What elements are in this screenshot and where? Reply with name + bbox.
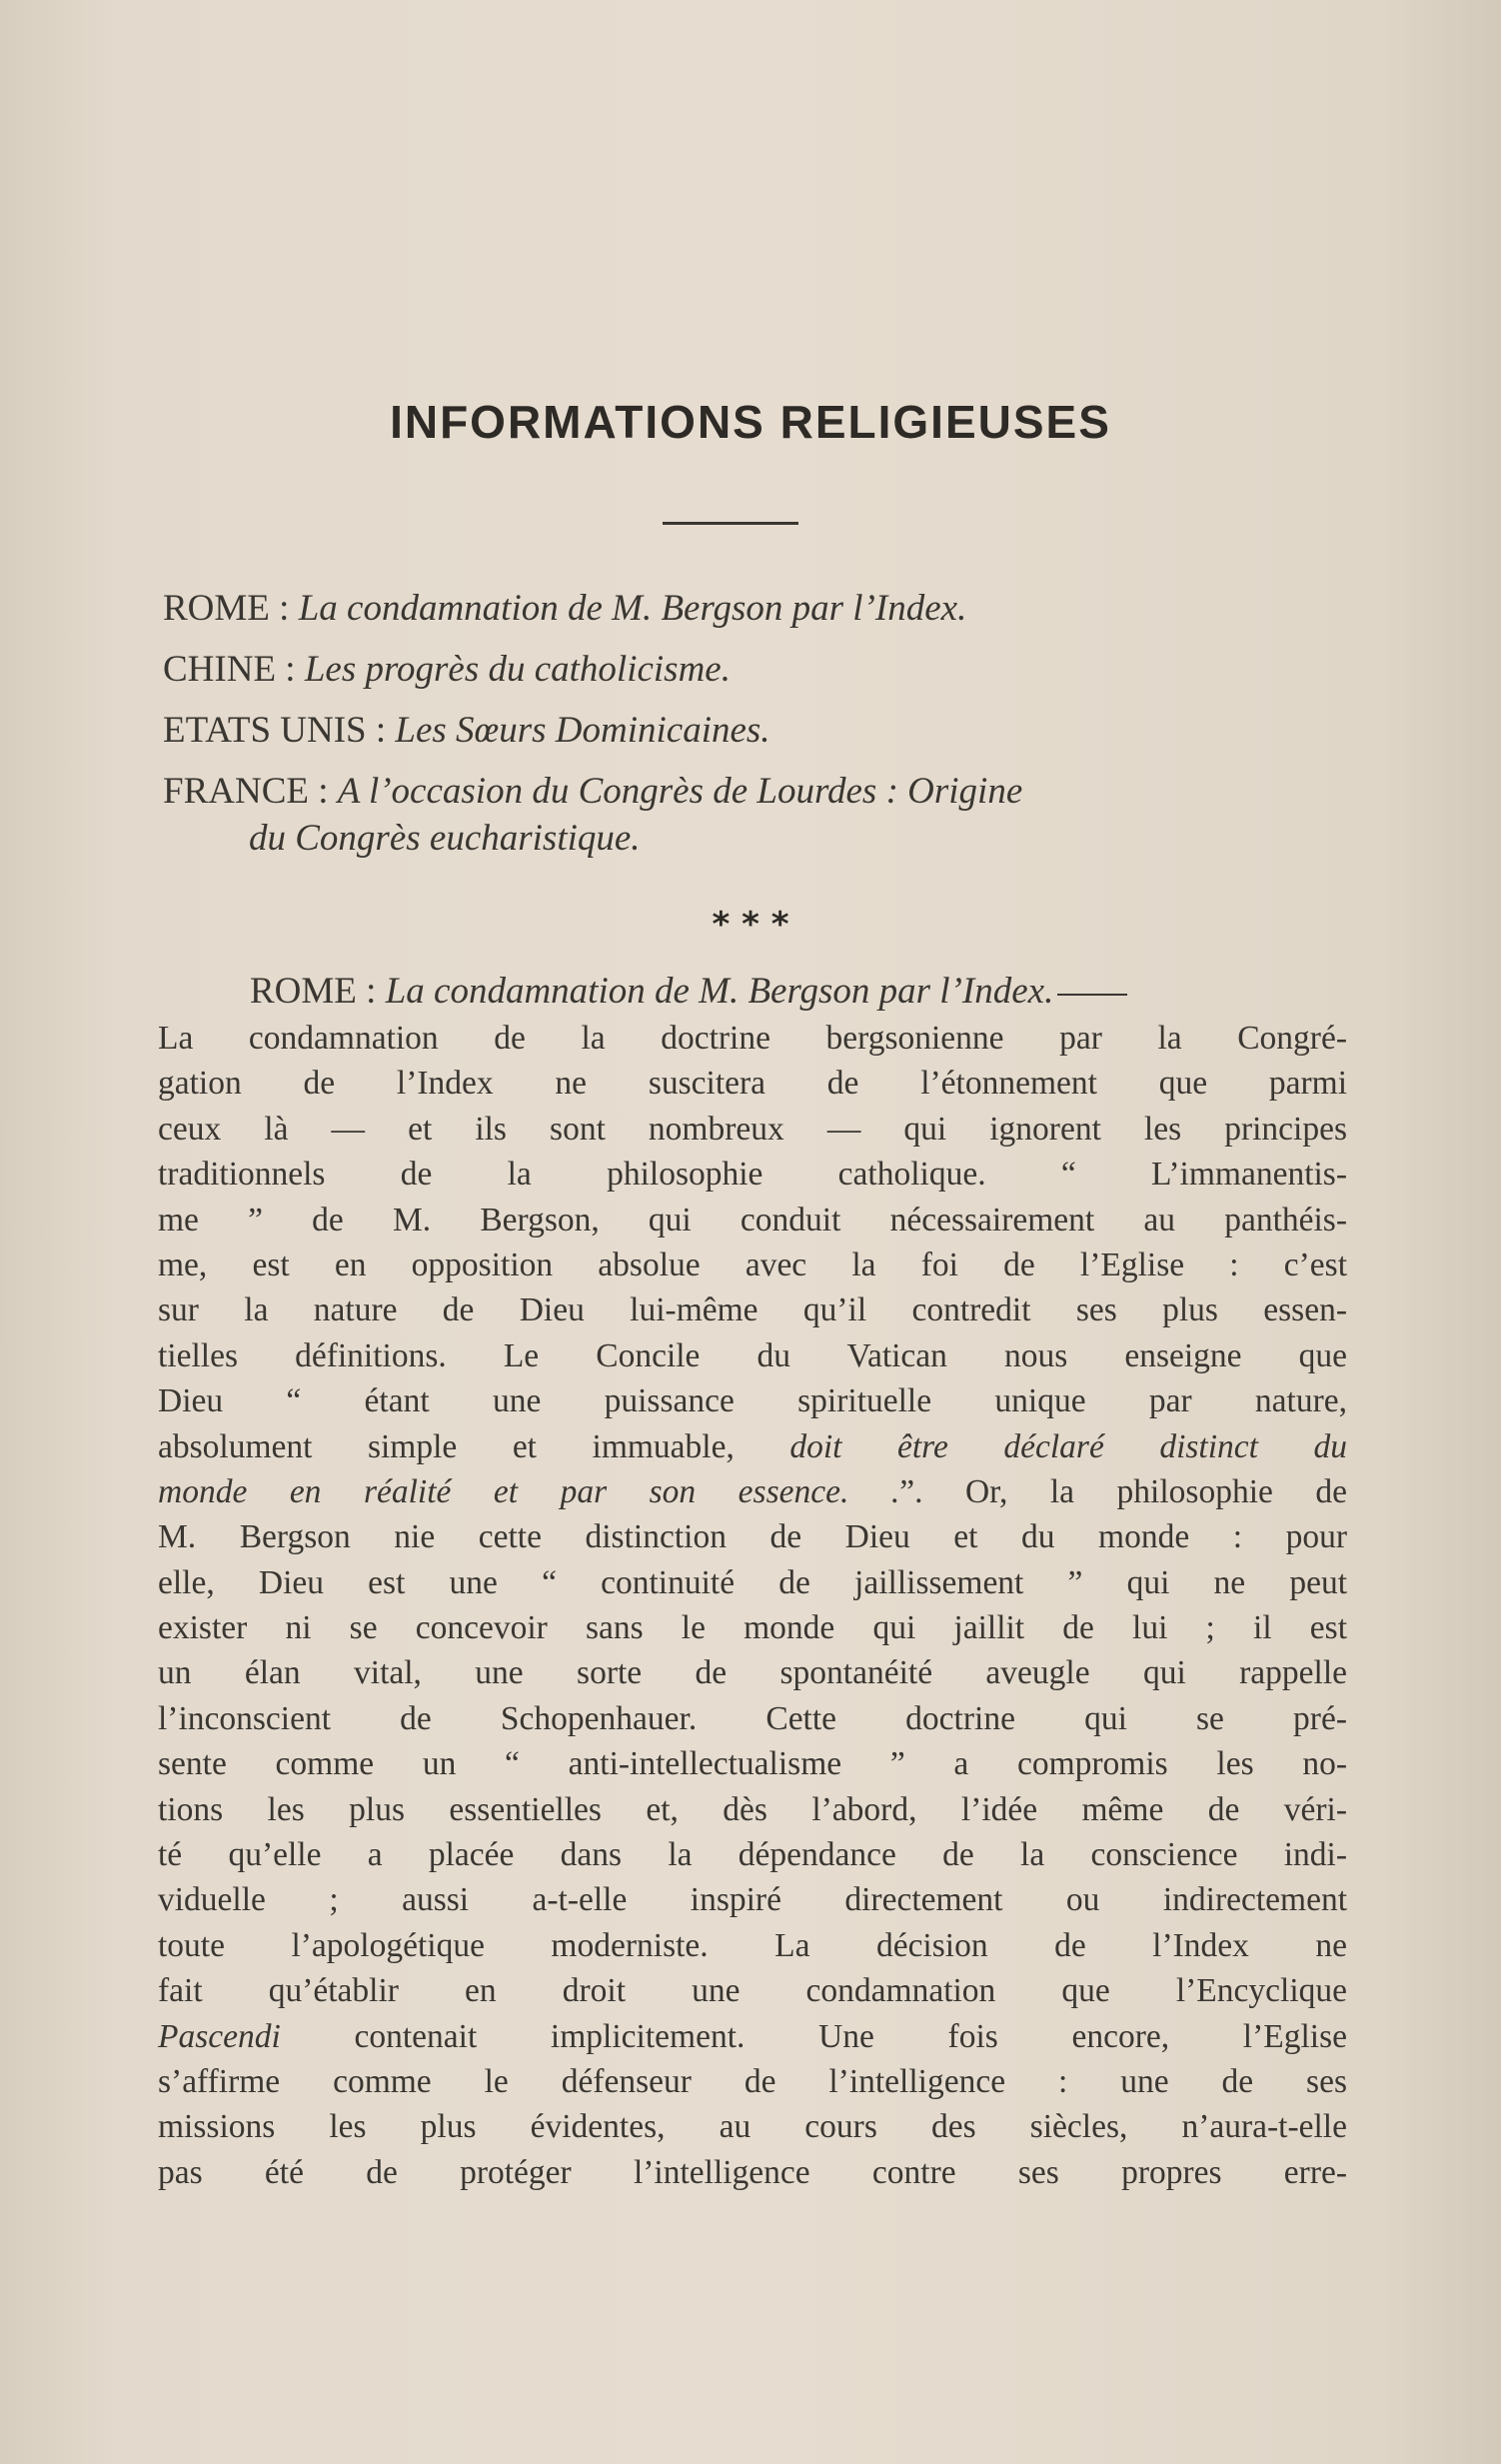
text-line [158,1469,1347,1514]
summary-list [163,578,1372,869]
text-line [158,2150,1347,2195]
line-text: pas été de protéger l’intelligence contre ses propres erre- [158,2153,1347,2191]
line-text: M. Bergson nie cette distinction de Dieu et du monde : pour [158,1518,1347,1556]
line-text: ”. Or, la philosophie de [899,1472,1347,1510]
text-line [158,1741,1347,1786]
text-line [158,2014,1347,2059]
text-line [158,1923,1347,1968]
summary-subject-cont: du Congrès eucharistique. [249,818,641,859]
text-line [158,2104,1347,2149]
summary-item [163,700,1372,761]
title-rule [663,522,798,525]
heading-dash [1057,994,1127,996]
text-line [158,1696,1347,1741]
line-text: elle, Dieu est une “ continuité de jaillissement ” qui ne peut [158,1563,1347,1601]
text-line [158,1832,1347,1877]
line-text: missions les plus évidentes, au cours des siècles, n’aura-t-elle [158,2108,1347,2146]
line-italic-text: Pascendi [158,2017,281,2055]
line-text: tielles définitions. Le Concile du Vatican nous enseigne que [158,1336,1347,1374]
line-italic-text: monde en réalité et par son essence. . [158,1472,900,1510]
line-text: s’affirme comme le défenseur de l’intelligence : une de ses [158,2062,1347,2100]
text-line [158,1877,1347,1922]
line-text: contenait implicitement. Une fois encore, l’Eglise [280,2017,1347,2055]
text-line [158,1787,1347,1832]
text-line [158,1152,1347,1197]
line-text: ceux là — et ils sont nombreux — qui ignorent les principes [158,1110,1347,1148]
line-text: me, est en opposition absolue avec la foi de l’Eglise : c’est [158,1245,1347,1283]
page-title: INFORMATIONS RELIGIEUSES [390,396,1111,448]
section-place: ROME : [250,971,377,1012]
summary-subject: La condamnation de M. Bergson par l’Index. [298,588,967,629]
text-line [158,1333,1347,1378]
summary-subject: Les progrès du catholicisme. [304,649,731,690]
summary-subject: Les Sœurs Dominicaines. [395,710,770,751]
line-text: absolument simple et immuable, [158,1427,790,1465]
summary-item [163,639,1372,700]
line-text: toute l’apologétique moderniste. La décision de l’Index ne [158,1926,1347,1964]
text-line [158,1968,1347,2013]
text-line [158,1061,1347,1106]
text-line [158,1016,1347,1061]
line-text: tions les plus essentielles et, dès l’abord, l’idée même de véri- [158,1790,1347,1828]
summary-subject: A l’occasion du Congrès de Lourdes : Origine [337,771,1023,812]
text-line [158,1424,1347,1469]
line-text: l’inconscient de Schopenhauer. Cette doctrine qui se pré- [158,1699,1347,1737]
summary-place: ROME : [163,588,290,629]
line-text: sur la nature de Dieu lui-même qu’il contredit ses plus essen- [158,1291,1347,1329]
line-text: fait qu’établir en droit une condamnation que l’Encyclique [158,1972,1347,2010]
line-text: me ” de M. Bergson, qui conduit nécessairement au panthéis- [158,1201,1347,1238]
text-line [158,1198,1347,1242]
summary-item [163,578,1372,639]
article-body [158,1016,1347,2195]
line-text: té qu’elle a placée dans la dépendance de la conscience indi- [158,1836,1347,1874]
text-line [158,2059,1347,2104]
asterism-separator: * * * [712,905,789,945]
summary-place: ETATS UNIS : [163,710,387,751]
section-heading [250,970,1127,1013]
text-line [158,1560,1347,1605]
line-text: viduelle ; aussi a-t-elle inspiré directement ou indirectement [158,1881,1347,1919]
line-text: La condamnation de la doctrine bergsonienne par la Congré- [158,1020,1347,1057]
line-text: gation de l’Index ne suscitera de l’étonnement que parmi [158,1065,1347,1103]
line-text: exister ni se concevoir sans le monde qui jaillit de lui ; il est [158,1609,1347,1647]
text-line [158,1378,1347,1423]
text-line [158,1107,1347,1152]
text-line [158,1287,1347,1332]
summary-place: CHINE : [163,649,296,690]
summary-place: FRANCE : [163,771,329,812]
line-text: un élan vital, une sorte de spontanéité aveugle qui rappelle [158,1654,1347,1692]
text-line [158,1605,1347,1650]
line-italic-text: doit être déclaré distinct du [789,1427,1347,1465]
text-line [158,1514,1347,1559]
text-line [158,1650,1347,1695]
line-text: traditionnels de la philosophie catholique. “ L’immanentis- [158,1156,1347,1194]
line-text: Dieu “ étant une puissance spirituelle unique par nature, [158,1382,1347,1420]
text-line [158,1242,1347,1287]
section-subject: La condamnation de M. Bergson par l’Index. [385,971,1054,1012]
line-text: sente comme un “ anti-intellectualisme ” a compromis les no- [158,1745,1347,1783]
